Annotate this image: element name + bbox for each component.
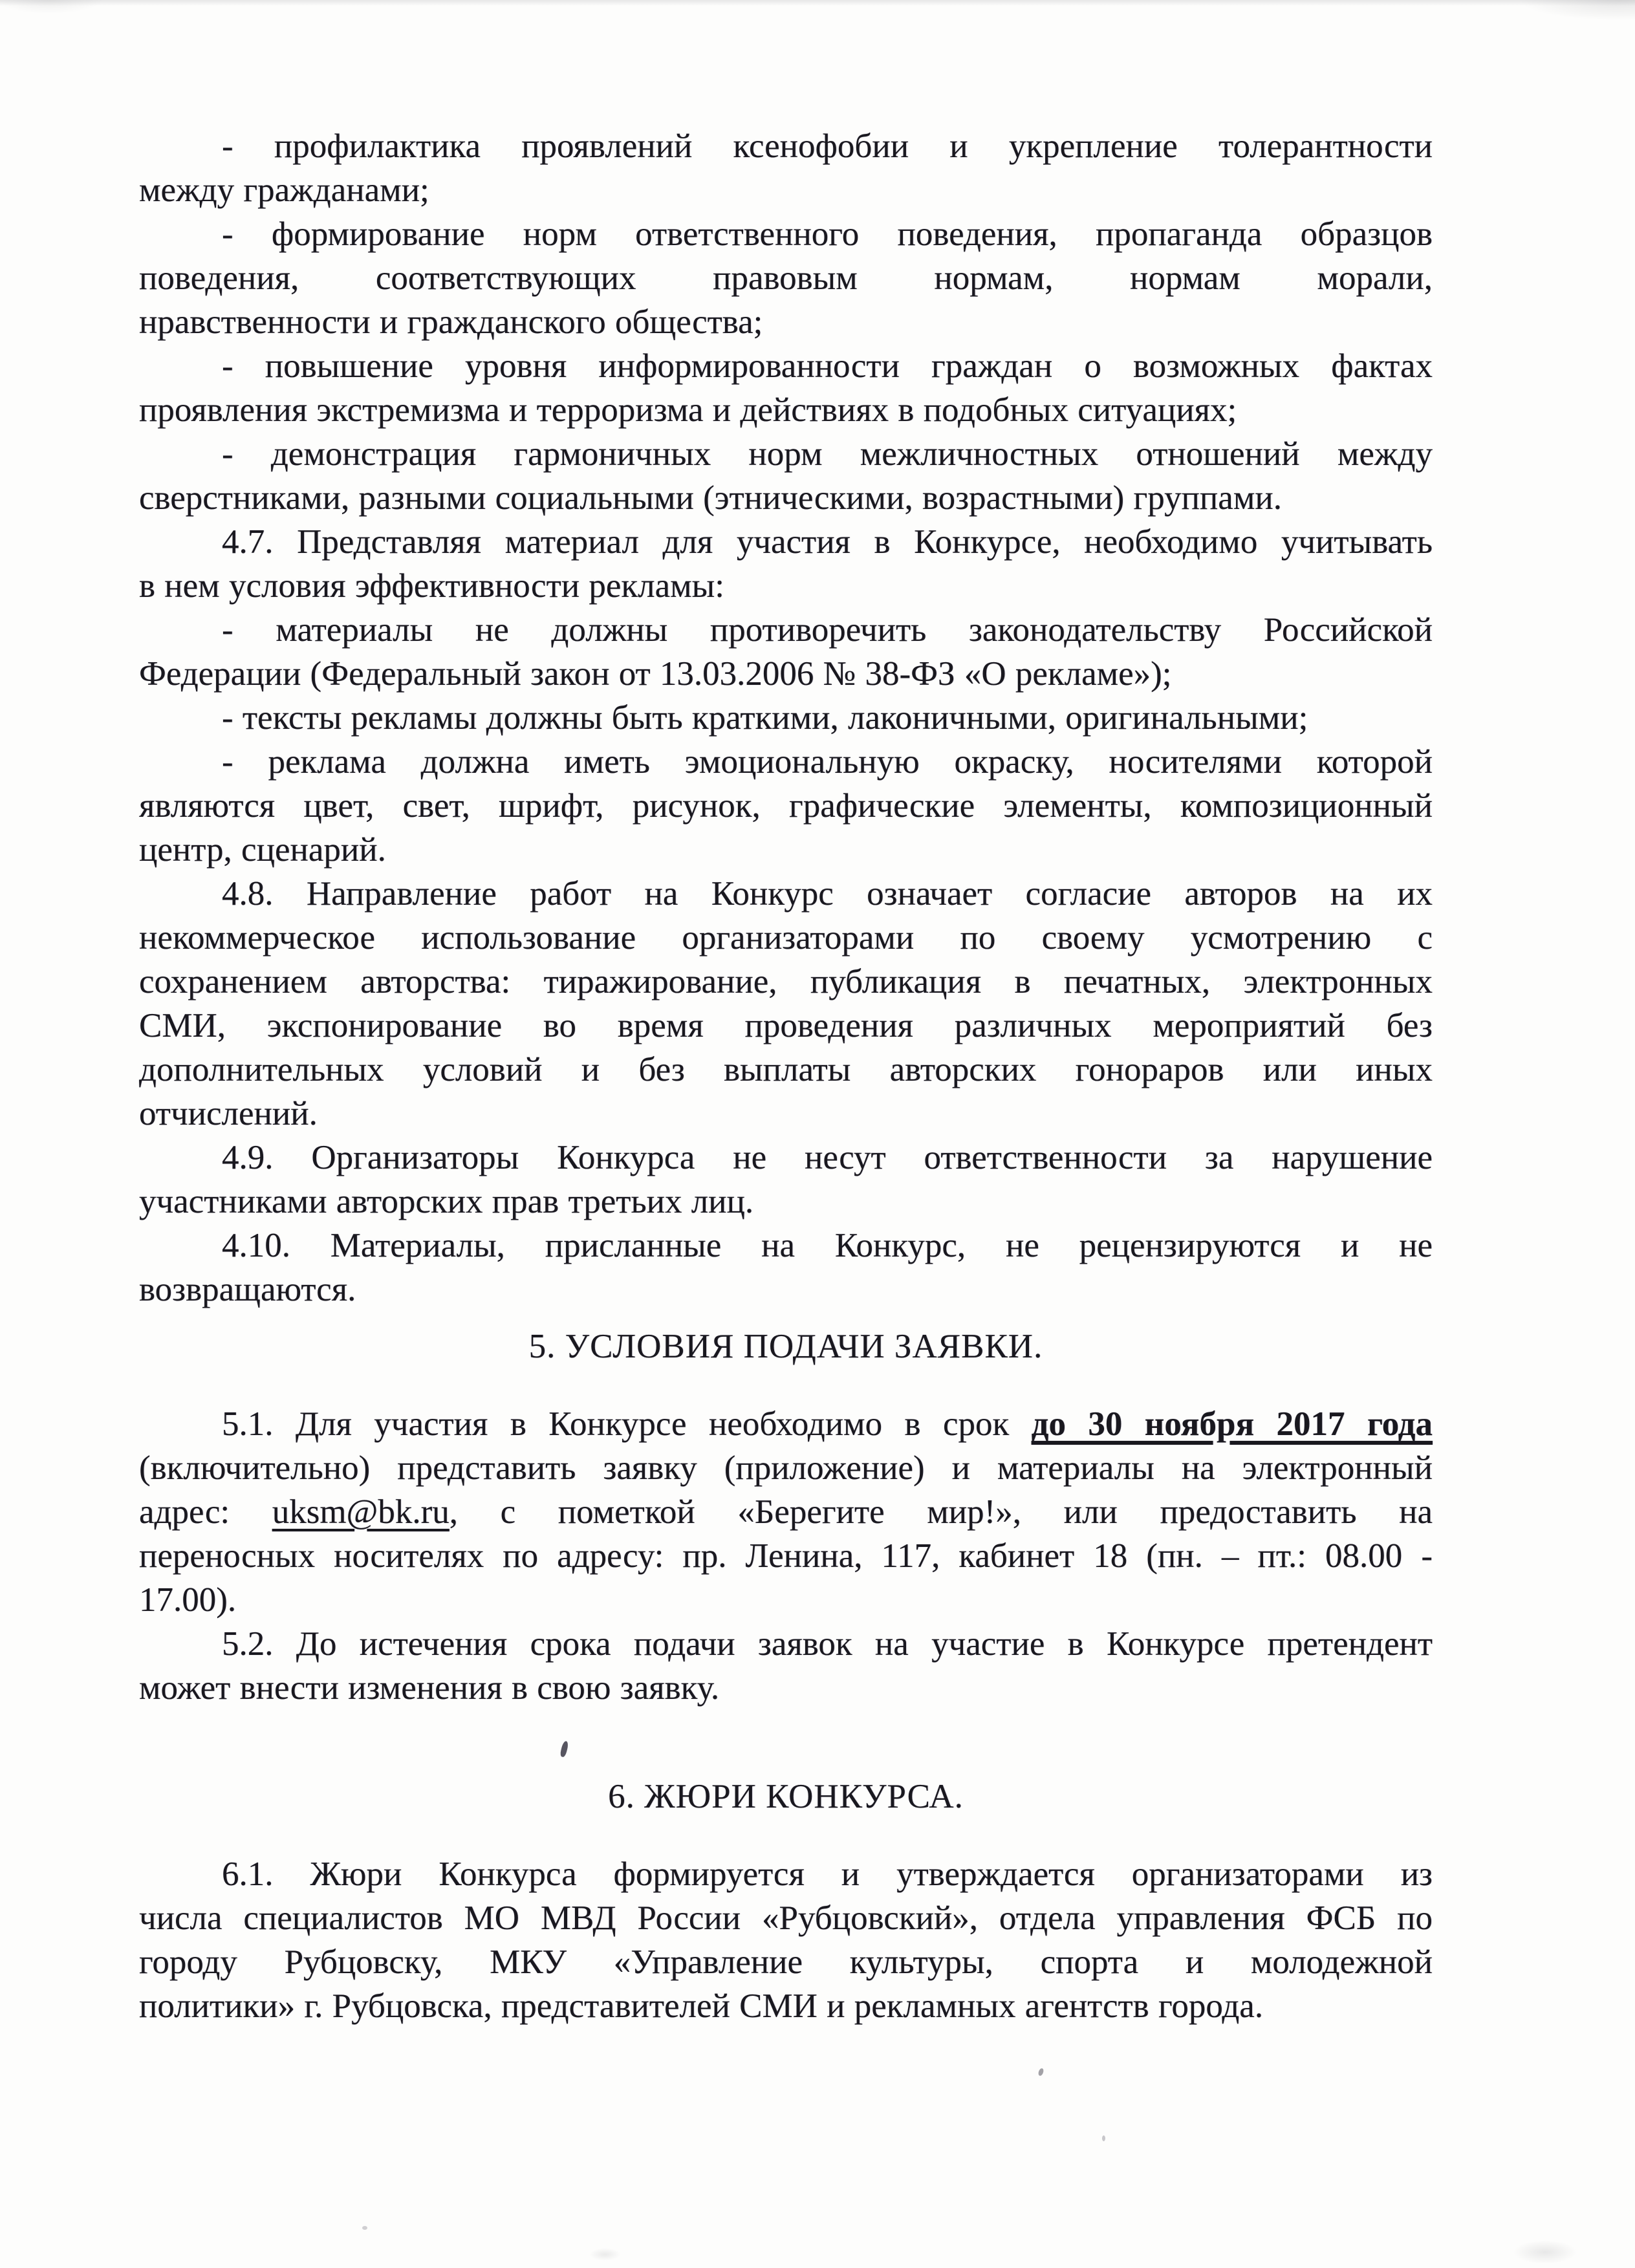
text-line [139,1268,1433,1312]
text-line [139,740,1433,784]
text-segment: возвращаются. [139,1271,356,1308]
text-segment: 4.7. Представляя материал для участия в Конкурсе, необходимо учитывать [222,523,1433,561]
text-segment: 5.1. Для участия в Конкурсе необходимо в срок [222,1405,1032,1443]
text-segment: в нем условия эффективности рекламы: [139,567,724,605]
paragraph-6-1 [139,1852,1433,2028]
scan-artifact-speck [1037,2068,1045,2077]
text-segment: политики» г. Рубцовска, представителей СМИ и рекламных агентств города. [139,1987,1264,2025]
text-segment: поведения, соответствующих правовым нормам, нормам морали, [139,259,1433,297]
text-segment: - формирование норм ответственного поведения, пропаганда образцов [222,215,1433,253]
text-line [139,1852,1433,1896]
text-segment: являются цвет, свет, шрифт, рисунок, графические элементы, композиционный [139,787,1433,825]
section-heading-jury: 6. ЖЮРИ КОНКУРСА. [608,1778,964,1815]
text-segment: сохранением авторства: тиражирование, публикация в печатных, электронных [139,963,1433,1000]
text-segment: Федерации (Федеральный закон от 13.03.2006 № 38-ФЗ «О рекламе»); [139,655,1172,693]
text-segment: может внести изменения в свою заявку. [139,1669,720,1707]
text-line [139,696,1433,740]
text-line [139,124,1433,168]
text-line [139,432,1433,476]
text-line [139,564,1433,608]
text-line [139,1004,1433,1048]
text-segment: сверстниками, разными социальными (этническими, возрастными) группами. [139,479,1282,517]
text-line [139,1048,1433,1092]
text-line [139,1534,1433,1578]
text-segment: - тексты рекламы должны быть краткими, лаконичными, оригинальными; [222,699,1308,737]
text-segment: нравственности и гражданского общества; [139,303,763,341]
paragraph-bullet-awareness [139,344,1433,432]
deadline-date: до 30 ноября 2017 года [1031,1405,1433,1443]
text-segment: отчислений. [139,1095,318,1132]
text-segment: (включительно) представить заявку (приложение) и материалы на электронный [139,1449,1433,1487]
paragraph-bullet-ad-emotion [139,740,1433,872]
paragraph-bullet-behavior-norms [139,212,1433,344]
paragraph-5-1 [139,1402,1433,1622]
text-line [139,652,1433,696]
text-line [139,520,1433,564]
scan-artifact-speck [362,2226,367,2230]
text-segment: числа специалистов МО МВД России «Рубцовский», отдела управления ФСБ по [139,1899,1433,1937]
text-segment: адрес: [139,1493,272,1531]
text-line [139,1092,1433,1136]
text-line [139,1446,1433,1490]
document-content [139,124,1433,2028]
text-line [139,916,1433,960]
paragraph-5-2 [139,1622,1433,1710]
text-line [139,960,1433,1004]
paragraph-bullet-materials-law [139,608,1433,696]
text-segment: 4.10. Материалы, присланные на Конкурс, не рецензируются и не [222,1227,1433,1264]
text-segment: , с пометкой «Берегите мир!», или предоставить на [449,1493,1433,1531]
text-segment: СМИ, экспонирование во время проведения различных мероприятий без [139,1007,1433,1044]
text-line [139,168,1433,212]
text-line [139,1180,1433,1224]
text-segment: 5.2. До истечения срока подачи заявок на участие в Конкурсе претендент [222,1625,1433,1663]
text-segment: 4.8. Направление работ на Конкурс означает согласие авторов на их [222,875,1433,913]
text-line [139,1666,1433,1710]
paragraph-bullet-harmonious-relations [139,432,1433,520]
text-line [139,1940,1433,1984]
email-address: uksm@bk.ru [272,1493,449,1531]
section-heading-conditions: 5. УСЛОВИЯ ПОДАЧИ ЗАЯВКИ. [528,1328,1043,1365]
text-line [139,476,1433,520]
text-line [139,1622,1433,1666]
text-segment: - повышение уровня информированности граждан о возможных фактах [222,347,1433,385]
text-segment: проявления экстремизма и терроризма и действиях в подобных ситуациях; [139,391,1237,429]
paragraph-4-8 [139,872,1433,1136]
text-segment: некоммерческое использование организаторами по своему усмотрению с [139,919,1433,956]
text-segment: - профилактика проявлений ксенофобии и укрепление толерантности [222,127,1433,165]
text-segment: дополнительных условий и без выплаты авторских гонораров или иных [139,1051,1433,1088]
text-line [139,1896,1433,1940]
text-segment: 4.9. Организаторы Конкурса не несут ответственности за нарушение [222,1139,1433,1176]
text-line [139,1490,1433,1534]
text-segment: - реклама должна иметь эмоциональную окраску, носителями которой [222,743,1433,781]
paragraph-4-10 [139,1224,1433,1312]
text-line [139,1136,1433,1180]
text-segment: переносных носителях по адресу: пр. Ленина, 117, кабинет 18 (пн. – пт.: 08.00 - [139,1537,1433,1575]
text-segment: - материалы не должны противоречить законодательству Российской [222,611,1433,649]
text-segment: городу Рубцовску, МКУ «Управление культуры, спорта и молодежной [139,1943,1433,1981]
text-line [139,344,1433,388]
text-segment: 6.1. Жюри Конкурса формируется и утверждается организаторами из [222,1855,1433,1893]
text-segment: центр, сценарий. [139,831,386,869]
text-segment: участниками авторских прав третьих лиц. [139,1183,754,1220]
text-line [139,1224,1433,1268]
text-line [139,300,1433,344]
text-line [139,256,1433,300]
scan-artifact-speck [1102,2135,1105,2141]
paragraph-4-7 [139,520,1433,608]
text-line [139,872,1433,916]
text-line [139,1402,1433,1446]
paragraph-4-9 [139,1136,1433,1224]
text-line [139,1984,1433,2028]
text-segment: - демонстрация гармоничных норм межличностных отношений между [222,435,1433,473]
text-line [139,1578,1433,1622]
text-line [139,784,1433,828]
text-line [139,828,1433,872]
text-line [139,212,1433,256]
text-segment: 17.00). [139,1581,237,1619]
text-line [139,388,1433,432]
paragraph-bullet-ad-texts [139,696,1433,740]
text-line [139,608,1433,652]
text-segment: между гражданами; [139,171,429,209]
paragraph-bullet-xenophobia [139,124,1433,212]
